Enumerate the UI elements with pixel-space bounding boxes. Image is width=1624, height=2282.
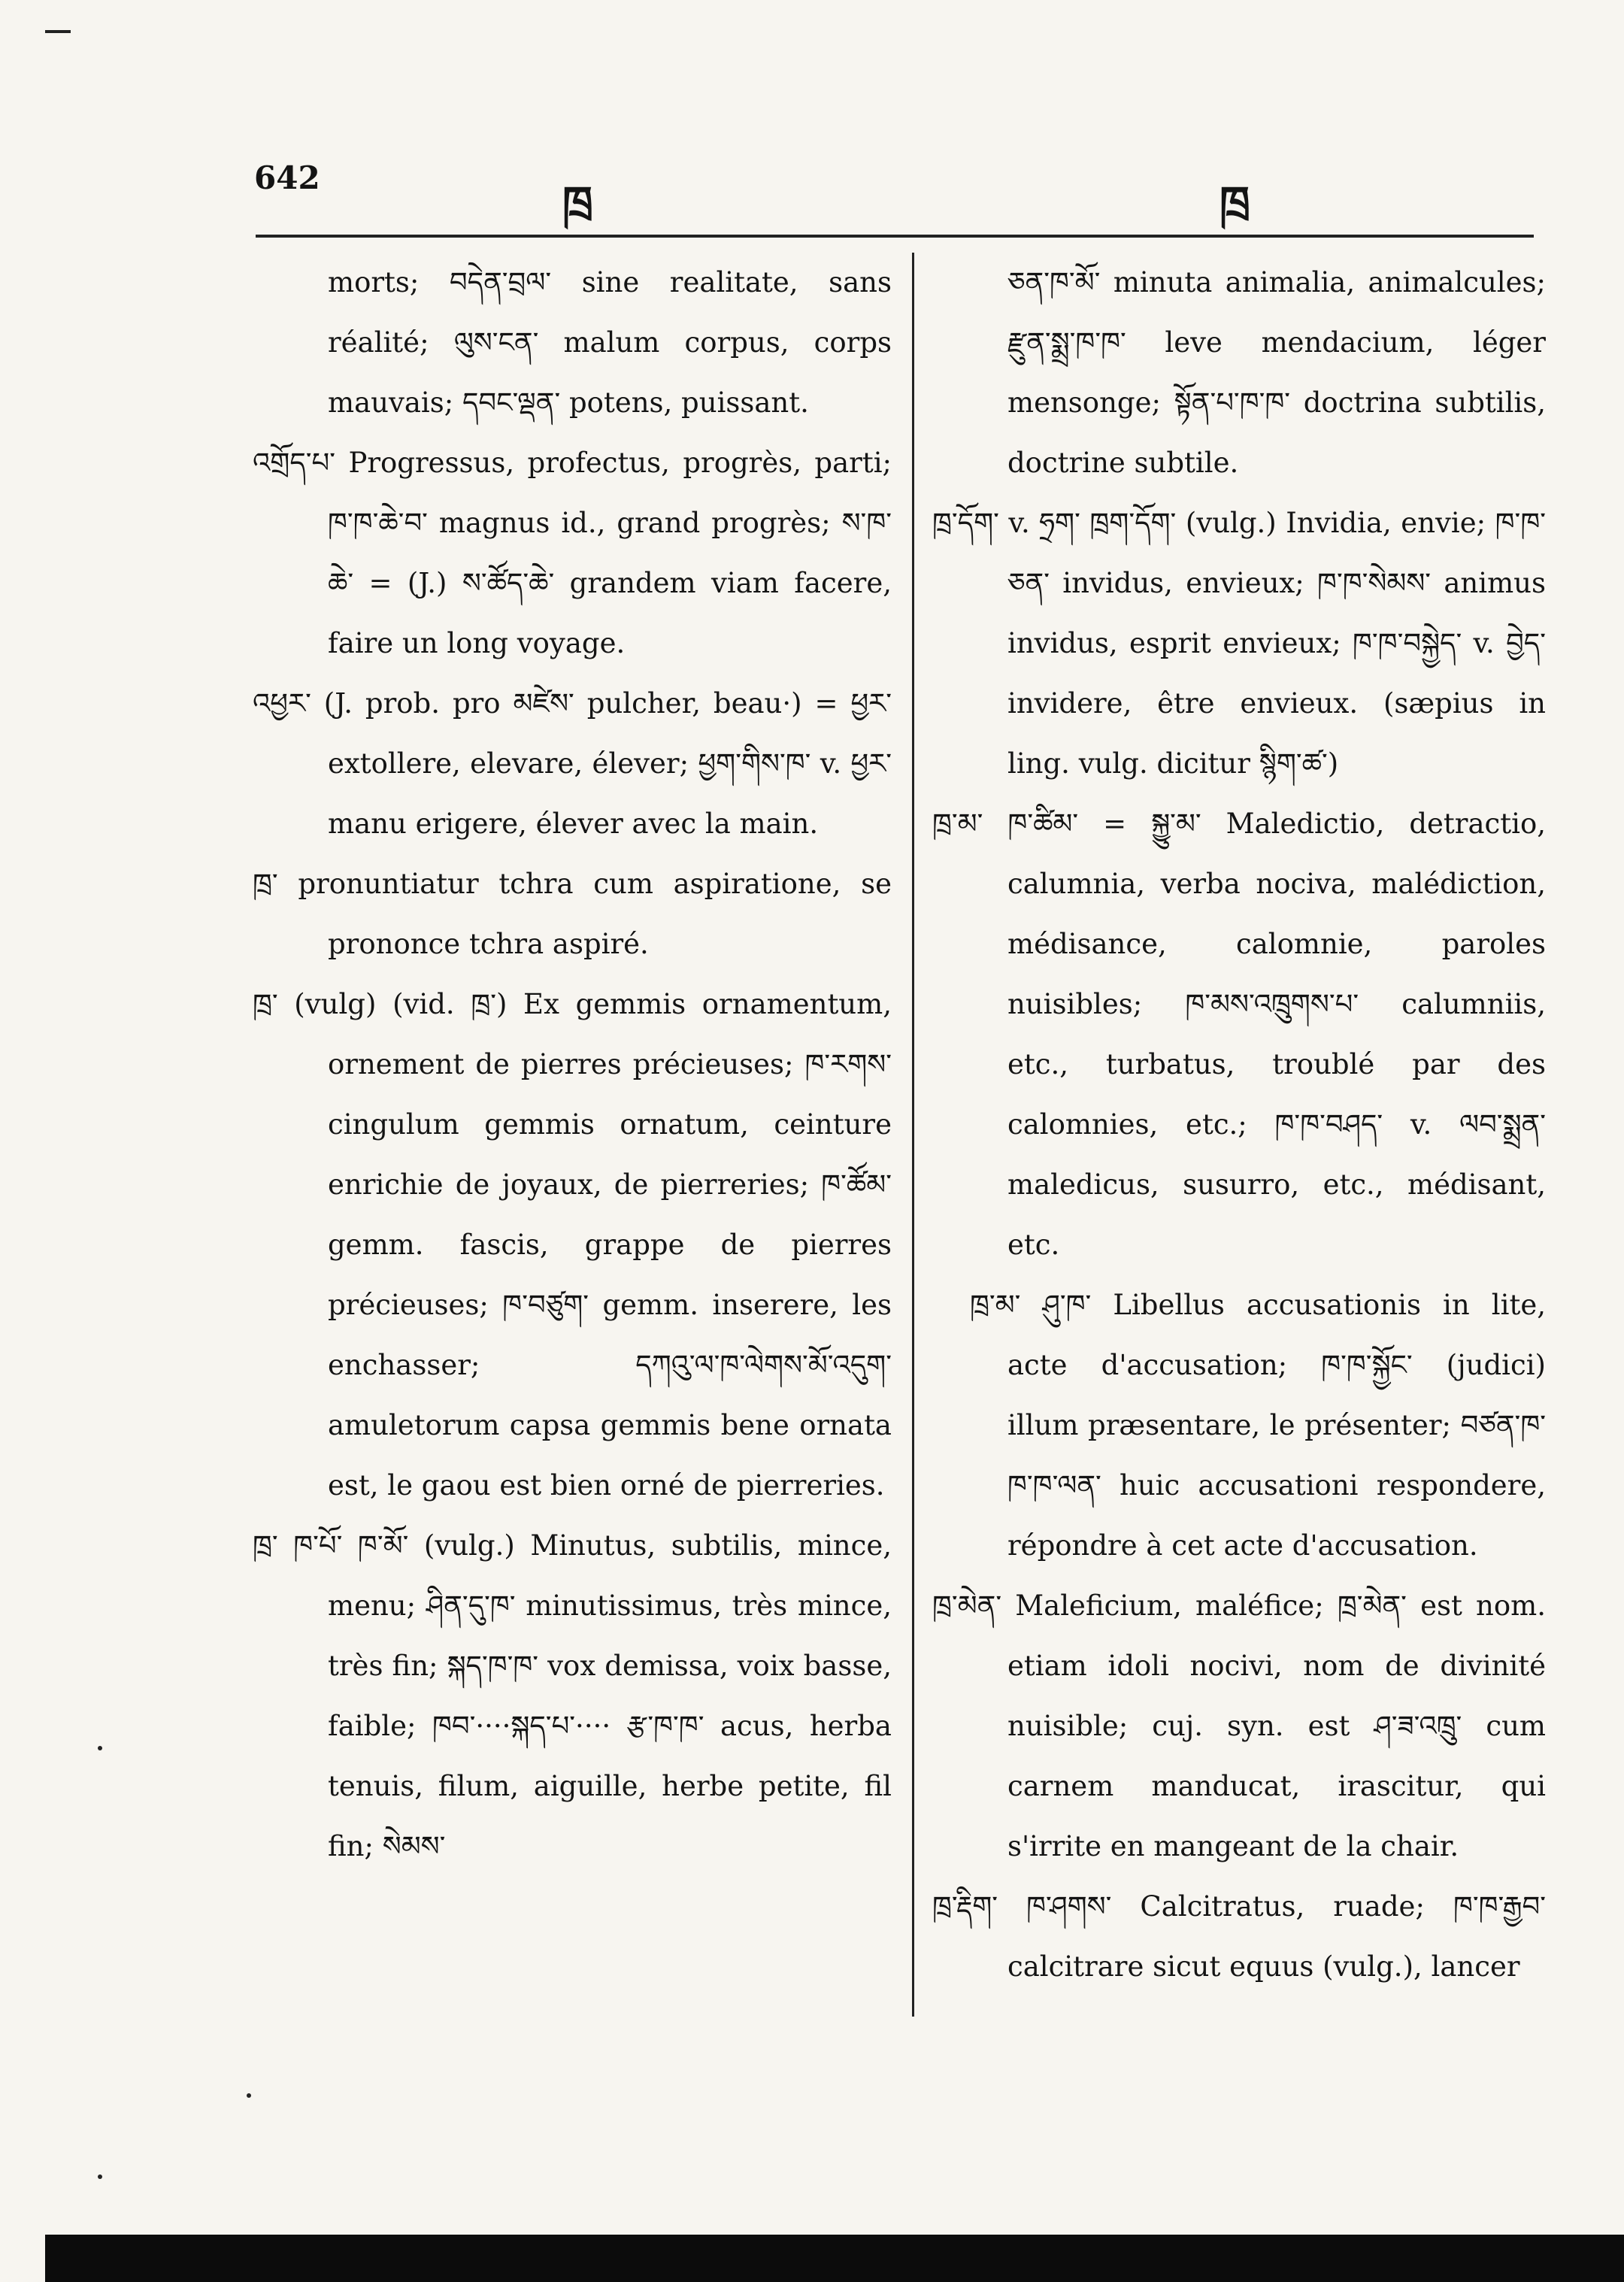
running-head-left: ཁྲ — [562, 177, 593, 228]
header-rule — [256, 235, 1534, 238]
dictionary-entry: འགྲོད་པ་ Progressus, profectus, progrès, parti; ཁ་ཁ་ཆེ་བ་ magnus id., grand progrès; ས་ཁ་ཆེ་ = (J.) ས་ཚོད་ཆེ་ grandem viam facere, faire un long voyage. — [253, 447, 892, 659]
right-column — [932, 253, 1546, 1997]
scan-speck — [98, 1746, 102, 1750]
dictionary-entry: morts; བདེན་བྲལ་ sine realitate, sans réalité; ལུས་ངན་ malum corpus, corps mauvais; དབང་ལྡན་ potens, puissant. — [328, 266, 892, 419]
dictionary-entry: ཁྲ་མ་ ཁ་ཚིམ་ = སྐྱུ་མ་ Maledictio, detractio, calumnia, verba nociva, malédiction, médisance, calomnie, paroles nuisibles; ཁ་མས་འཁྲུགས་པ་ calumniis, etc., turbatus, troublé par des calomnies, etc.; ཁ་ཁ་བཤད་ v. ལབ་སྨྲན་ maledicus, susurro, etc., médisant, etc. — [932, 808, 1546, 1261]
dictionary-entry: ཁྲ་རྡིག་ ཁ་ཤགས་ Calcitratus, ruade; ཁ་ཁ་རྒྱབ་ calcitrare sicut equus (vulg.), lancer — [932, 1890, 1546, 1983]
column-divider — [912, 253, 914, 2017]
dictionary-entry: ཁྲ་ ཁ་པོ་ ཁ་མོ་ (vulg.) Minutus, subtilis, mince, menu; ཤིན་དུ་ཁ་ minutissimus, très mince, très fin; སྐད་ཁ་ཁ་ vox demissa, voix basse, faible; ཁབ་····སྐད་པ་···· རྩ་ཁ་ཁ་ acus, herba tenuis, filum, aiguille, herbe petite, fil fin; སེམས་ — [253, 1529, 892, 1862]
dictionary-entry: ཁྲ་ (vulg) (vid. ཁྲ་) Ex gemmis ornamentum, ornement de pierres précieuses; ཁ་རགས་ cingulum gemmis ornatum, ceinture enrichie de joyaux, de pierreries; ཁ་ཚོམ་ gemm. fascis, grappe de pierres précieuses; ཁ་བཙུག་ gemm. inserere, les enchasser; དཀའུ་ལ་ཁ་ལེགས་མོ་འདུག་ amuletorum capsa gemmis bene ornata est, le gaou est bien orné de pierreries. — [253, 988, 892, 1502]
dictionary-entry: ཅན་ཁ་མོ་ minuta animalia, animalcules; རྫུན་སྨྲ་ཁ་ཁ་ leve mendacium, léger mensonge; སྟོན་པ་ཁ་ཁ་ doctrina subtilis, doctrine subtile. — [1007, 266, 1546, 479]
dictionary-entry: འཕྱར་ (J. prob. pro མཛེས་ pulcher, beau·) = ཕྱར་ extollere, elevare, élever; ཕྱག་གིས་ཁ་ v. ཕྱར་ manu erigere, élever avec la main. — [253, 687, 892, 840]
running-head-right: ཁྲ — [1220, 177, 1250, 228]
page-number: 642 — [254, 159, 320, 196]
dictionary-entry: ཁྲ་དོག་ v. ཧྲག་ ཁྲག་དོག་ (vulg.) Invidia, envie; ཁ་ཁ་ཅན་ invidus, envieux; ཁ་ཁ་སེམས་ animus invidus, esprit envieux; ཁ་ཁ་བསྐྱེད་ v. བྱེད་ invidere, être envieux. (sæpius in ling. vulg. dicitur སྙིག་ཚ་) — [932, 507, 1546, 780]
left-column — [253, 253, 892, 1877]
dictionary-entry: ཁྲ་ pronuntiatur tchra cum aspiratione, se prononce tchra aspiré. — [253, 868, 892, 960]
dictionary-entry: ཁྲ་མ་ ཤུ་ཁ་ Libellus accusationis in lite, acte d'accusation; ཁ་ཁ་སྐྱོང་ (judici) illum præsentare, le présenter; བཙན་ཁ་ ཁ་ཁ་ལན་ huic accusationi respondere, répondre à cet acte d'accusation. — [970, 1289, 1546, 1562]
scan-mark — [45, 30, 71, 33]
scan-speck — [98, 2174, 102, 2179]
scan-border-bar — [45, 2235, 1624, 2282]
dictionary-entry: ཁྲ་མེན་ Maleficium, maléfice; ཁྲ་མེན་ est nom. etiam idoli nocivi, nom de divinité nuisible; cuj. syn. est ཤ་ཟ་འཁྲུ་ cum carnem manducat, irascitur, qui s'irrite en mangeant de la chair. — [932, 1590, 1546, 1862]
scan-speck — [247, 2093, 251, 2098]
